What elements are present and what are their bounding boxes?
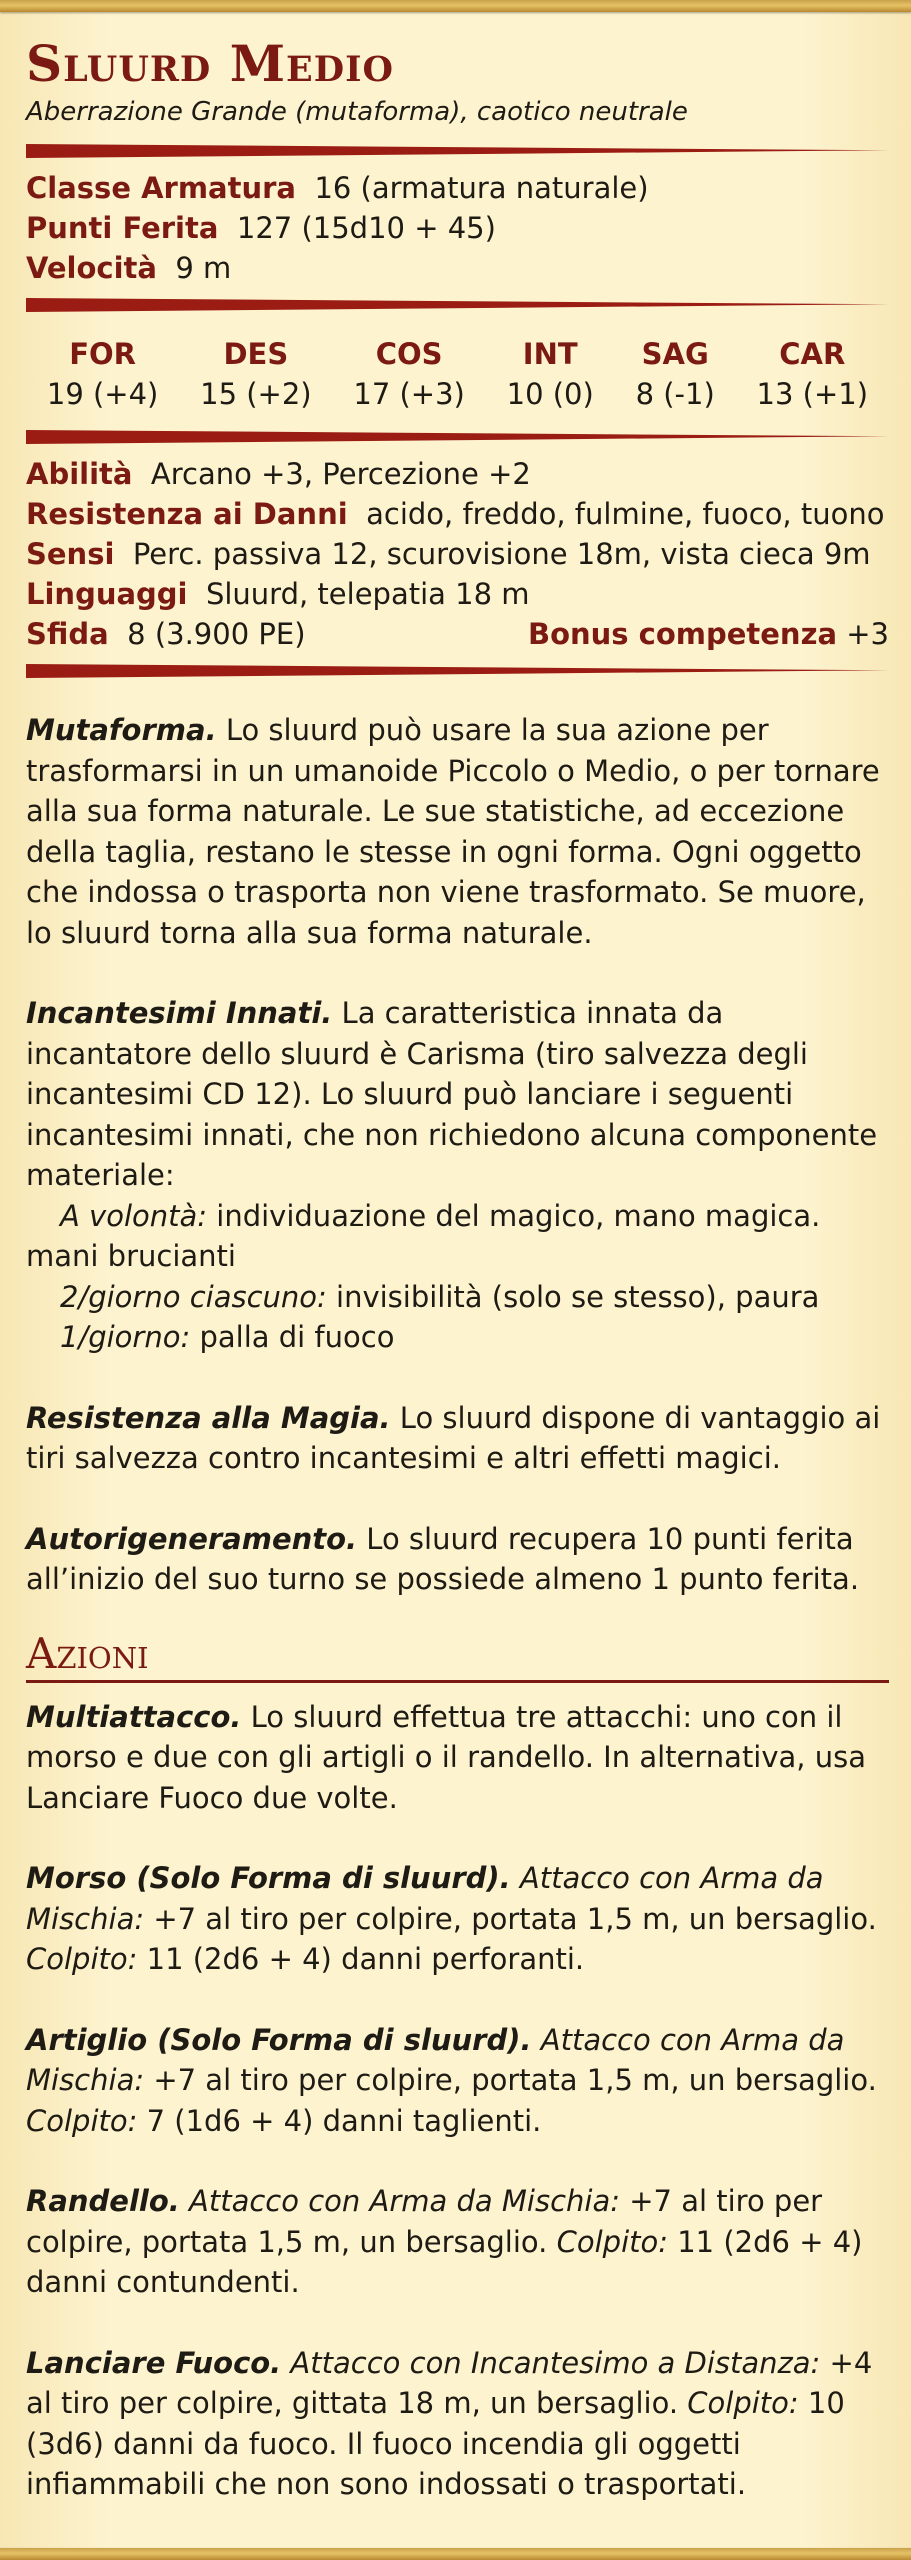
hit-label: Colpito: bbox=[687, 2386, 799, 2420]
ability-value: 19 (+4) bbox=[46, 377, 159, 411]
speed bbox=[26, 248, 889, 288]
trait-text: Lo sluurd può usare la sua azione per trasformarsi in un umanoide Piccolo o Medio, o per tornare alla sua forma naturale. Le sue statistiche, ad eccezione della taglia, restano le stesse in ogni forma. Ogni oggetto che indossa o trasporta non viene trasformato. Se muore, lo sluurd torna alla sua forma naturale. bbox=[26, 713, 880, 950]
spell-list-1-day bbox=[26, 1317, 889, 1358]
spell-names: individuazione del magico, mano magica. mani brucianti bbox=[26, 1198, 821, 1273]
spell-frequency: A volontà: bbox=[60, 1198, 208, 1233]
languages-label: Linguaggi bbox=[26, 577, 188, 611]
ability-value: 10 (0) bbox=[506, 377, 594, 411]
ability-int bbox=[507, 334, 594, 414]
armor-class-value: 16 (armatura naturale) bbox=[314, 171, 649, 205]
action-club bbox=[26, 2181, 889, 2303]
attack-type: Attacco con Arma da Mischia: bbox=[26, 1861, 824, 1936]
attack-details: +7 al tiro per colpire, portata 1,5 m, un bersaglio. bbox=[153, 2063, 877, 2097]
action-bite bbox=[26, 1858, 889, 1980]
damage-resistances bbox=[26, 494, 889, 534]
trait-name: Resistenza alla Magia. bbox=[26, 1400, 391, 1435]
speed-label: Velocità bbox=[26, 251, 157, 285]
armor-class bbox=[26, 168, 889, 208]
ability-value: 17 (+3) bbox=[353, 377, 465, 411]
ability-value: 13 (+1) bbox=[756, 377, 869, 411]
action-name: Artiglio (Solo Forma di sluurd). bbox=[26, 2022, 532, 2057]
top-border bbox=[0, 0, 911, 12]
senses-label: Sensi bbox=[26, 537, 115, 571]
creature-type: Aberrazione Grande (mutaforma), caotico neutrale bbox=[26, 97, 688, 127]
skills bbox=[26, 454, 889, 494]
ability-for bbox=[47, 334, 159, 414]
ability-value: 8 (-1) bbox=[635, 377, 715, 411]
speed-value: 9 m bbox=[175, 251, 232, 285]
attack-type: Attacco con Arma da Mischia: bbox=[26, 2022, 845, 2097]
spell-names: invisibilità (solo se stesso), paura bbox=[336, 1279, 820, 1314]
ability-cos bbox=[353, 334, 465, 414]
hit-damage: 11 (2d6 + 4) danni contundenti. bbox=[26, 2224, 863, 2299]
skills-value: Arcano +3, Percezione +2 bbox=[150, 457, 531, 491]
bottom-border bbox=[0, 2548, 911, 2560]
trait-text: Lo sluurd recupera 10 punti ferita all’inizio del suo turno se possiede almeno 1 punto ferita. bbox=[26, 1521, 860, 1596]
senses-value: Perc. passiva 12, scurovisione 18m, vista cieca 9m bbox=[132, 537, 871, 571]
trait-name: Mutaforma. bbox=[26, 713, 217, 747]
languages bbox=[26, 574, 889, 614]
hit-points-value: 127 (15d10 + 45) bbox=[236, 211, 496, 245]
hit-label: Colpito: bbox=[556, 2224, 669, 2259]
ability-des bbox=[200, 334, 312, 414]
trait-name: Autorigeneramento. bbox=[26, 1521, 358, 1556]
armor-class-label: Classe Armatura bbox=[26, 171, 296, 205]
action-claw bbox=[26, 2020, 889, 2142]
languages-value: Sluurd, telepatia 18 m bbox=[205, 577, 530, 611]
proficiency-bonus bbox=[528, 614, 889, 654]
ability-scores bbox=[26, 322, 889, 420]
ability-name: FOR bbox=[69, 337, 137, 371]
ability-value: 15 (+2) bbox=[200, 377, 312, 411]
ability-name: SAG bbox=[641, 337, 709, 371]
ability-name: CAR bbox=[779, 337, 846, 371]
stat-block-content bbox=[26, 34, 889, 2505]
creature-name: Sluurd Medio bbox=[26, 34, 394, 93]
hit-points-label: Punti Ferita bbox=[26, 211, 219, 245]
challenge-row bbox=[26, 614, 889, 654]
skills-label: Abilità bbox=[26, 457, 133, 491]
ability-name: INT bbox=[522, 337, 578, 371]
hit-points bbox=[26, 208, 889, 248]
spell-list-at-will bbox=[26, 1196, 889, 1277]
attack-details: +7 al tiro per colpire, portata 1,5 m, un bersaglio. bbox=[26, 2184, 823, 2259]
ability-name: COS bbox=[375, 337, 443, 371]
trait-magic-resistance bbox=[26, 1398, 889, 1479]
hit-damage: 11 (2d6 + 4) danni perforanti. bbox=[146, 1942, 585, 1976]
spell-names: palla di fuoco bbox=[199, 1320, 395, 1354]
challenge-label: Sfida bbox=[26, 617, 109, 651]
divider bbox=[26, 430, 889, 444]
action-name: Multiattacco. bbox=[26, 1699, 242, 1734]
action-name: Morso (Solo Forma di sluurd). bbox=[26, 1861, 511, 1895]
hit-label: Colpito: bbox=[26, 1942, 138, 1976]
spell-list-2-day bbox=[26, 1277, 889, 1318]
proficiency-bonus-value: +3 bbox=[846, 617, 889, 651]
ability-car bbox=[757, 334, 869, 414]
action-multiattack bbox=[26, 1697, 889, 1819]
action-hurl-flame bbox=[26, 2343, 889, 2505]
damage-resistances-value: acido, freddo, fulmine, fuoco, tuono bbox=[366, 497, 885, 531]
attack-details: +4 al tiro per colpire, gittata 18 m, un bersaglio. bbox=[26, 2345, 873, 2420]
challenge-value: 8 (3.900 PE) bbox=[127, 617, 306, 651]
damage-resistances-label: Resistenza ai Danni bbox=[26, 497, 348, 531]
attack-details: +7 al tiro per colpire, portata 1,5 m, un bersaglio. bbox=[153, 1901, 877, 1936]
divider bbox=[26, 664, 889, 678]
action-name: Lanciare Fuoco. bbox=[26, 2345, 282, 2380]
trait-shapechanger bbox=[26, 710, 889, 953]
trait-name: Incantesimi Innati. bbox=[26, 996, 333, 1030]
trait-text: Lo sluurd dispone di vantaggio ai tiri salvezza contro incantesimi e altri effetti magici. bbox=[26, 1400, 881, 1475]
actions-heading: Azioni bbox=[26, 1628, 889, 1683]
action-name: Randello. bbox=[26, 2184, 180, 2218]
divider bbox=[26, 298, 889, 312]
trait-innate-spellcasting bbox=[26, 993, 889, 1196]
spell-frequency: 1/giorno: bbox=[60, 1320, 191, 1354]
hit-damage: 7 (1d6 + 4) danni taglienti. bbox=[146, 2103, 542, 2138]
ability-sag bbox=[636, 334, 715, 414]
attack-type: Attacco con Incantesimo a Distanza: bbox=[290, 2345, 821, 2380]
challenge bbox=[26, 614, 306, 654]
hit-damage: 10 (3d6) danni da fuoco. Il fuoco incendia gli oggetti infiammabili che non sono indossati o trasportati. bbox=[26, 2386, 845, 2501]
action-text: Lo sluurd effettua tre attacchi: uno con il morso e due con gli artigli o il randello. In alternativa, usa Lanciare Fuoco due volte. bbox=[26, 1699, 866, 1815]
attack-type: Attacco con Arma da Mischia: bbox=[189, 2184, 621, 2218]
proficiency-bonus-label: Bonus competenza bbox=[527, 617, 838, 651]
senses bbox=[26, 534, 889, 574]
trait-regeneration bbox=[26, 1519, 889, 1600]
hit-label: Colpito: bbox=[26, 2103, 138, 2138]
divider bbox=[26, 144, 889, 158]
spell-frequency: 2/giorno ciascuno: bbox=[60, 1279, 327, 1314]
ability-name: DES bbox=[223, 337, 289, 371]
trait-text: La caratteristica innata da incantatore dello sluurd è Carisma (tiro salvezza degli incantesimi CD 12). Lo sluurd può lanciare i seguenti incantesimi innati, che non richiedono alcuna componente materiale: bbox=[26, 996, 878, 1192]
